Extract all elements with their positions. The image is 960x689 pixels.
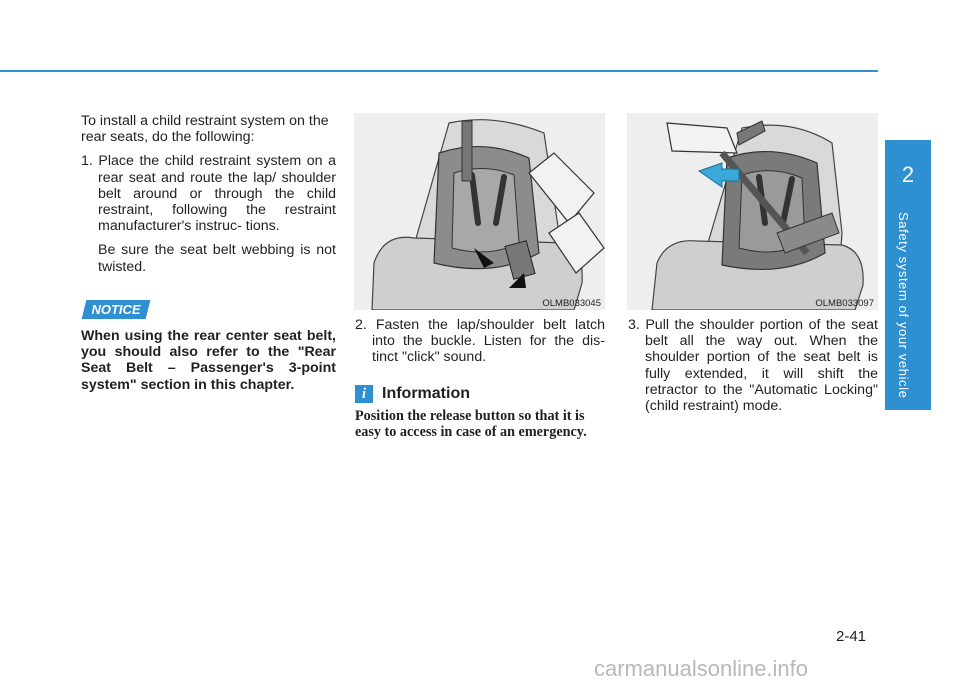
notice-text: When using the rear center seat belt, you should also refer to the "Rear Seat Belt – Passenger's 3-point system" section in this chapter.: [81, 328, 336, 393]
child-seat-retractor-illustration: [627, 113, 878, 310]
middle-column: [355, 317, 605, 366]
figure-code: OLMB033045: [542, 298, 601, 309]
figure-buckle: [354, 113, 605, 310]
information-title: Information: [382, 385, 470, 402]
watermark: carmanualsonline.info: [594, 656, 809, 681]
information-header: [355, 384, 470, 404]
child-seat-buckle-illustration: [354, 113, 605, 310]
step-3: 3. Pull the shoulder portion of the seat belt all the way out. When the shoulder portion of the seat belt is fully extended, it will shift the retractor to the "Automatic Locking" (child restraint) mode.: [628, 317, 878, 415]
notice-label: NOTICE: [91, 302, 141, 317]
chapter-tab: [885, 140, 931, 410]
intro-text: To install a child restraint system on the rear seats, do the following:: [81, 113, 329, 146]
right-column: [628, 317, 878, 414]
information-icon: i: [355, 385, 373, 403]
figure-code: OLMB033097: [815, 298, 874, 309]
information-text: Position the release button so that it is easy to access in case of an emergency.: [355, 408, 587, 441]
page-number: 2-41: [836, 628, 867, 645]
left-column: [81, 113, 336, 275]
step-1: 1. Place the child restraint system on a rear seat and route the lap/ shoulder belt around or through the child restraint, following the restraint manufacturer's instruc- tions.: [81, 153, 336, 235]
chapter-title: Safety system of your vehicle: [896, 212, 911, 399]
chapter-number: 2: [901, 162, 915, 187]
header-rule: [0, 70, 878, 72]
step-1-note: Be sure the seat belt webbing is not twisted.: [98, 242, 336, 275]
notice-badge: [82, 300, 151, 319]
step-2: 2. Fasten the lap/shoulder belt latch into the buckle. Listen for the dis- tinct "click" sound.: [355, 317, 605, 366]
figure-retractor: [627, 113, 878, 310]
